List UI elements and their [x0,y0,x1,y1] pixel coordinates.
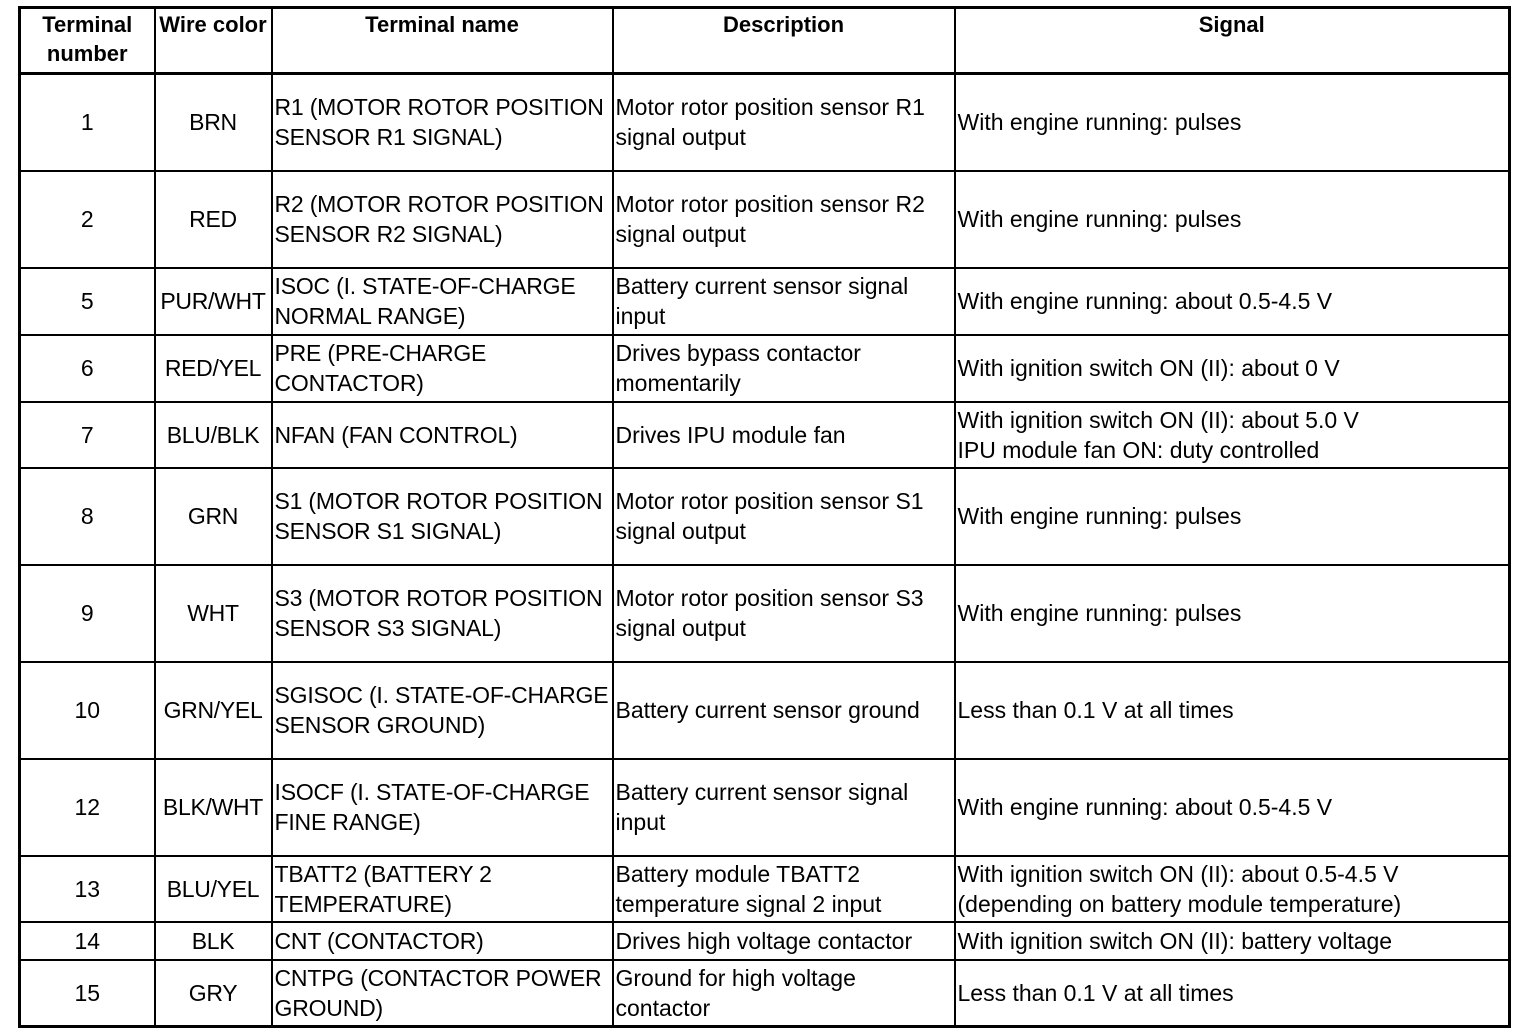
header-signal: Signal [955,8,1510,74]
terminal-number-cell: 5 [20,268,155,335]
signal-line: (depending on battery module temperature) [957,890,1402,917]
wire-color-cell: BLU/BLK [155,402,272,468]
wire-color-cell: BLU/YEL [155,856,272,922]
signal-line: With ignition switch ON (II): about 5.0 V [957,406,1359,433]
terminal-number-cell: 10 [20,662,155,759]
table-row [20,171,1510,268]
header-terminal-name: Terminal name [272,8,613,74]
signal-line: With engine running: about 0.5-4.5 V [957,794,1333,820]
signal-line: With ignition switch ON (II): about 0.5-4.5 V [957,860,1399,887]
description-cell: Drives high voltage contactor [613,922,955,960]
terminal-number-cell: 1 [20,74,155,171]
table-row [20,468,1510,565]
terminal-name-cell: R1 (MOTOR ROTOR POSITION SENSOR R1 SIGNAL) [272,74,613,171]
table-row [20,335,1510,402]
description-cell: Motor rotor position sensor R2 signal output [613,171,955,268]
description-cell: Battery module TBATT2 temperature signal 2 input [613,856,955,922]
wire-color-cell: RED [155,171,272,268]
terminal-name-cell: PRE (PRE-CHARGE CONTACTOR) [272,335,613,402]
description-cell: Motor rotor position sensor R1 signal output [613,74,955,171]
signal-cell [955,268,1510,335]
table-row [20,402,1510,468]
signal-cell [955,74,1510,171]
terminal-name-cell: TBATT2 (BATTERY 2 TEMPERATURE) [272,856,613,922]
wire-color-cell: BLK/WHT [155,759,272,856]
signal-cell [955,565,1510,662]
signal-cell [955,856,1510,922]
signal-line: With engine running: pulses [957,206,1242,232]
signal-cell [955,402,1510,468]
signal-line: With engine running: pulses [957,600,1242,626]
wire-color-cell: GRY [155,960,272,1027]
signal-line: With engine running: pulses [957,109,1242,136]
wire-color-cell: BRN [155,74,272,171]
description-cell: Motor rotor position sensor S3 signal output [613,565,955,662]
header-wire-color: Wire color [155,8,272,74]
table-row [20,565,1510,662]
wire-color-cell: RED/YEL [155,335,272,402]
wire-color-cell: BLK [155,922,272,960]
terminal-number-cell: 2 [20,171,155,268]
header-terminal-number: Terminal number [20,8,155,74]
description-cell: Drives IPU module fan [613,402,955,468]
terminal-number-cell: 13 [20,856,155,922]
table-body [20,74,1510,1027]
terminal-number-cell: 15 [20,960,155,1027]
description-cell: Motor rotor position sensor S1 signal output [613,468,955,565]
header-row [20,8,1510,74]
terminal-number-cell: 8 [20,468,155,565]
wire-color-cell: GRN/YEL [155,662,272,759]
signal-cell [955,335,1510,402]
terminal-number-cell: 9 [20,565,155,662]
table-row [20,922,1510,960]
terminal-name-cell: S3 (MOTOR ROTOR POSITION SENSOR S3 SIGNAL) [272,565,613,662]
terminal-number-cell: 14 [20,922,155,960]
wire-color-cell: PUR/WHT [155,268,272,335]
signal-cell [955,468,1510,565]
signal-line: Less than 0.1 V at all times [957,697,1234,723]
description-cell: Battery current sensor signal input [613,759,955,856]
terminal-name-cell: CNT (CONTACTOR) [272,922,613,960]
terminal-number-cell: 6 [20,335,155,402]
terminal-number-cell: 7 [20,402,155,468]
signal-line: With ignition switch ON (II): about 0 V [957,355,1340,381]
signal-cell [955,759,1510,856]
wire-color-cell: GRN [155,468,272,565]
signal-line: IPU module fan ON: duty controlled [957,436,1320,463]
terminal-name-cell: NFAN (FAN CONTROL) [272,402,613,468]
table-row [20,960,1510,1027]
signal-line: With engine running: pulses [957,503,1242,529]
signal-line: Less than 0.1 V at all times [957,979,1234,1006]
description-cell: Drives bypass contactor momentarily [613,335,955,402]
terminal-number-cell: 12 [20,759,155,856]
table-row [20,268,1510,335]
terminal-table [18,6,1511,1028]
signal-cell [955,171,1510,268]
table-row [20,759,1510,856]
table-row [20,662,1510,759]
table-row [20,74,1510,171]
terminal-name-cell: CNTPG (CONTACTOR POWER GROUND) [272,960,613,1027]
signal-cell [955,662,1510,759]
signal-line: With engine running: about 0.5-4.5 V [957,288,1333,314]
description-cell: Battery current sensor ground [613,662,955,759]
signal-cell [955,960,1510,1027]
description-cell: Battery current sensor signal input [613,268,955,335]
terminal-name-cell: ISOCF (I. STATE-OF-CHARGE FINE RANGE) [272,759,613,856]
header-description: Description [613,8,955,74]
terminal-name-cell: SGISOC (I. STATE-OF-CHARGE SENSOR GROUND) [272,662,613,759]
terminal-name-cell: R2 (MOTOR ROTOR POSITION SENSOR R2 SIGNAL) [272,171,613,268]
description-cell: Ground for high voltage contactor [613,960,955,1027]
terminal-name-cell: ISOC (I. STATE-OF-CHARGE NORMAL RANGE) [272,268,613,335]
table-row [20,856,1510,922]
wire-color-cell: WHT [155,565,272,662]
signal-line: With ignition switch ON (II): battery voltage [957,927,1393,954]
terminal-name-cell: S1 (MOTOR ROTOR POSITION SENSOR S1 SIGNAL) [272,468,613,565]
signal-cell [955,922,1510,960]
